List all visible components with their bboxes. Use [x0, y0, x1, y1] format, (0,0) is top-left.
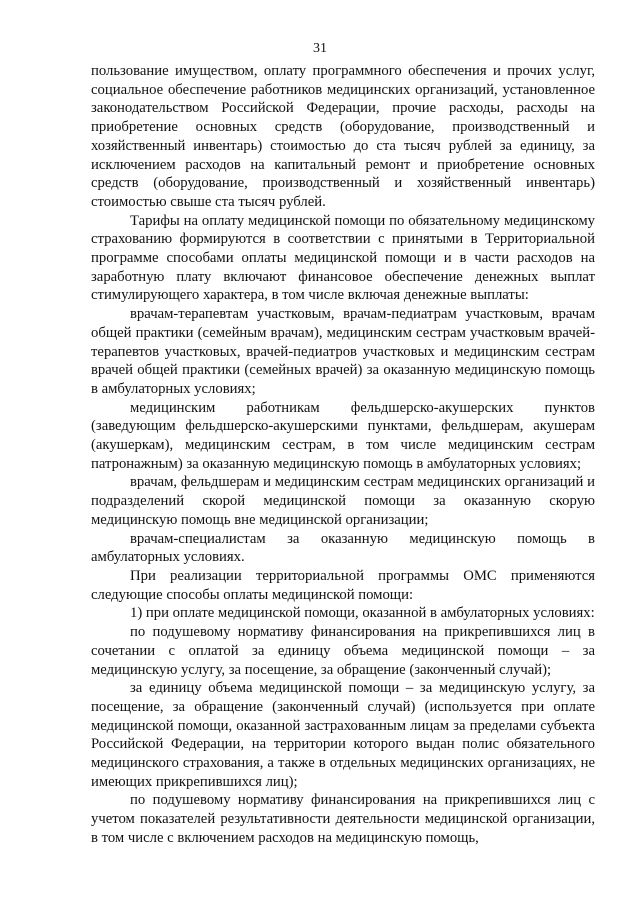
paragraph: Тарифы на оплату медицинской помощи по обязательному медицинскому страхованию формируются в соответствии с принятыми в Территориальной программе способами оплаты медицинской помощи и в части расходов на заработную плату включают финансовое обеспечение денежных выплат стимулирующего характера, в том числе включая денежные выплаты: [91, 212, 595, 304]
paragraph: за единицу объема медицинской помощи – за медицинскую услугу, за посещение, за обращение (законченный случай) (используется при оплате медицинской помощи, оказанной застрахованным лицам за пределами субъекта Российской Федерации, на территории которого выдан полис обязательного медицинского страхования, а также в отдельных медицинских организациях, не имеющих прикрепившихся лиц); [91, 680, 595, 790]
document-body [91, 62, 595, 848]
paragraph: по подушевому нормативу финансирования на прикрепившихся лиц с учетом показателей результативности деятельности медицинской организации, в том числе с включением расходов на медицинскую помощь, [91, 792, 595, 846]
paragraph: по подушевому нормативу финансирования на прикрепившихся лиц в сочетании с оплатой за единицу объема медицинской помощи – за медицинскую услугу, за посещение, за обращение (законченный случай); [91, 624, 595, 678]
paragraph: врачам-терапевтам участковым, врачам-педиатрам участковым, врачам общей практики (семейным врачам), медицинским сестрам участковым врачей-терапевтов участковых, врачей-педиатров участковых и медицинским сестрам врачей общей практики (семейных врачей) за оказанную медицинскую помощь в амбулаторных условиях; [91, 306, 595, 397]
paragraph: врачам-специалистам за оказанную медицинскую помощь в амбулаторных условиях. [91, 530, 595, 566]
paragraph: 1) при оплате медицинской помощи, оказанной в амбулаторных условиях: [130, 605, 595, 622]
page-number: 31 [313, 41, 327, 56]
paragraph: При реализации территориальной программы ОМС применяются следующие способы оплаты медицинской помощи: [91, 567, 595, 603]
paragraph: врачам, фельдшерам и медицинским сестрам медицинских организаций и подразделений скорой медицинской помощи за оказанную скорую медицинскую помощь вне медицинской организации; [91, 474, 595, 528]
paragraph: пользование имуществом, оплату программного обеспечения и прочих услуг, социальное обеспечение работников медицинских организаций, установленное законодательством Российской Федерации, прочие расходы, расходы на приобретение основных средств (оборудование, производственный и хозяйственный инвентарь) стоимостью до ста тысяч рублей за единицу, за исключением расходов на капитальный ремонт и приобретение основных средств (оборудование, производственный и хозяйственный инвентарь) стоимостью свыше ста тысяч рублей. [91, 63, 595, 210]
paragraph: медицинским работникам фельдшерско-акушерских пунктов (заведующим фельдшерско-акушерскими пунктами, фельдшерам, акушерам (акушеркам), медицинским сестрам, в том числе медицинским сестрам патронажным) за оказанную медицинскую помощь в амбулаторных условиях; [91, 399, 595, 472]
